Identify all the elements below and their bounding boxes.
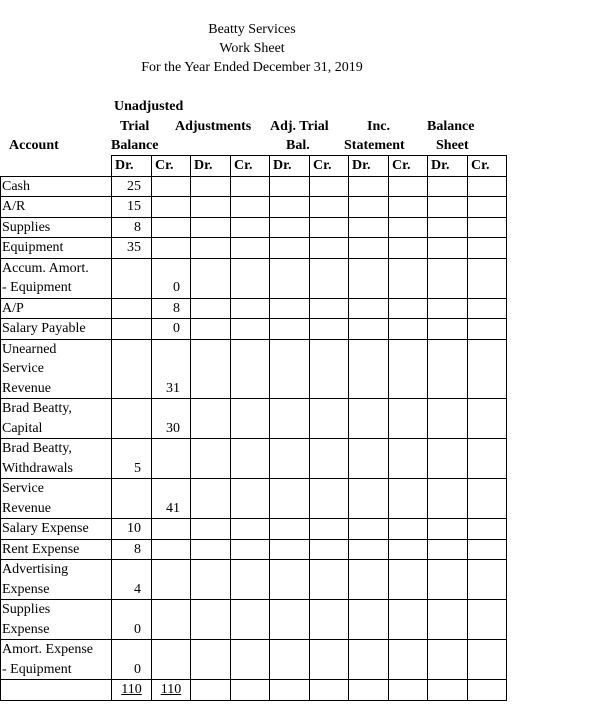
- empty-cell: [231, 479, 270, 519]
- account-name: [1, 539, 112, 560]
- account-name: [1, 258, 112, 298]
- unadjusted-debit-cell: [112, 298, 152, 319]
- header-statement: Statement: [344, 138, 405, 153]
- empty-cell: [231, 339, 270, 399]
- unadjusted-debit-cell: 10: [112, 519, 152, 540]
- empty-cell: [349, 339, 389, 399]
- empty-cell: [468, 560, 507, 600]
- empty-cell: [389, 519, 428, 540]
- column-header-row: [1, 156, 507, 177]
- unadjusted-credit-cell: 8: [152, 298, 191, 319]
- unadjusted-debit-cell: 15: [112, 197, 152, 218]
- account-name-line: Service: [2, 361, 44, 376]
- unadjusted-debit-cell: 0: [112, 600, 152, 640]
- header-adj-trial: Adj. Trial: [270, 119, 329, 134]
- empty-cell: [231, 258, 270, 298]
- account-name-line: A/R: [2, 199, 26, 214]
- col-cr-atb: Cr.: [310, 156, 349, 177]
- empty-cell: [468, 238, 507, 259]
- empty-cell: [310, 298, 349, 319]
- unadjusted-credit-cell: [152, 439, 191, 479]
- unadjusted-credit-cell: [152, 217, 191, 238]
- empty-cell: [310, 600, 349, 640]
- account-name-line: Accum. Amort.: [2, 260, 89, 276]
- empty-cell: [468, 339, 507, 399]
- unadjusted-credit-cell: [152, 519, 191, 540]
- header-inc: Inc.: [367, 119, 390, 134]
- empty-cell: [349, 298, 389, 319]
- unadjusted-credit-cell: [152, 560, 191, 600]
- empty-cell: [389, 238, 428, 259]
- account-name: [1, 197, 112, 218]
- account-name-line: Expense: [2, 621, 50, 637]
- unadjusted-debit-cell: 25: [112, 176, 152, 197]
- unadjusted-debit-cell: 35: [112, 238, 152, 259]
- unadjusted-credit-cell: [152, 197, 191, 218]
- empty-cell: [191, 339, 231, 399]
- header-balance-sheet-1: Balance: [427, 119, 475, 134]
- empty-cell: [270, 640, 310, 680]
- empty-cell: [191, 319, 231, 340]
- account-name-line: Unearned: [2, 341, 57, 357]
- account-name: [1, 640, 112, 680]
- empty-cell: [428, 600, 468, 640]
- empty-cell: [270, 176, 310, 197]
- account-name-line: Revenue: [2, 500, 51, 516]
- empty-cell: [191, 238, 231, 259]
- empty-cell: [310, 217, 349, 238]
- empty-cell: [191, 217, 231, 238]
- empty-cell: [468, 298, 507, 319]
- empty-cell: [428, 319, 468, 340]
- empty-cell: [428, 298, 468, 319]
- header-account: Account: [9, 138, 59, 153]
- empty-cell: [231, 176, 270, 197]
- empty-cell: [349, 197, 389, 218]
- empty-cell: [191, 399, 231, 439]
- header-bal: Bal.: [286, 138, 310, 153]
- empty-cell: [231, 238, 270, 259]
- account-name-line: Advertising: [2, 562, 69, 577]
- unadjusted-debit-cell: [112, 319, 152, 340]
- empty-cell: [310, 319, 349, 340]
- empty-cell: [428, 640, 468, 680]
- empty-cell: [191, 600, 231, 640]
- empty-cell: [310, 238, 349, 259]
- unadjusted-credit-cell: 31: [152, 339, 191, 399]
- unadjusted-credit-cell: [152, 176, 191, 197]
- empty-cell: [468, 258, 507, 298]
- totals-row: [1, 680, 507, 701]
- empty-cell: [389, 258, 428, 298]
- empty-cell: [428, 176, 468, 197]
- account-name: [1, 339, 112, 399]
- empty-cell: [349, 217, 389, 238]
- unadjusted-debit-cell: 0: [112, 640, 152, 680]
- empty-cell: [428, 560, 468, 600]
- empty-cell: [349, 399, 389, 439]
- empty-cell: [270, 479, 310, 519]
- unadjusted-debit-cell: 8: [112, 539, 152, 560]
- account-name-line: Salary Payable: [2, 321, 86, 336]
- unadjusted-credit-cell: 0: [152, 258, 191, 298]
- report-period: For the Year Ended December 31, 2019: [141, 60, 363, 75]
- empty-cell: [310, 339, 349, 399]
- table-row: [1, 640, 507, 680]
- totals-label-cell: [1, 680, 112, 701]
- col-cr-unadj: Cr.: [152, 156, 191, 177]
- col-dr-atb: Dr.: [270, 156, 310, 177]
- unadjusted-debit-cell: [112, 258, 152, 298]
- header-balance: Balance: [111, 138, 159, 153]
- empty-cell: [310, 439, 349, 479]
- table-row: [1, 258, 507, 298]
- empty-cell: [428, 439, 468, 479]
- empty-cell: [468, 680, 507, 701]
- empty-cell: [270, 539, 310, 560]
- unadjusted-credit-cell: 0: [152, 319, 191, 340]
- unadjusted-credit-cell: 30: [152, 399, 191, 439]
- empty-cell: [349, 560, 389, 600]
- empty-cell: [468, 176, 507, 197]
- account-name: [1, 217, 112, 238]
- table-row: [1, 600, 507, 640]
- header-trial: Trial: [120, 119, 150, 134]
- empty-cell: [389, 439, 428, 479]
- empty-cell: [270, 298, 310, 319]
- total-value: 110: [121, 682, 142, 697]
- empty-cell: [270, 339, 310, 399]
- empty-cell: [270, 399, 310, 439]
- header-balance-sheet-2: Sheet: [436, 138, 469, 153]
- empty-cell: [468, 479, 507, 519]
- table-row: [1, 298, 507, 319]
- empty-cell: [310, 399, 349, 439]
- empty-cell: [270, 600, 310, 640]
- empty-cell: [270, 197, 310, 218]
- empty-cell: [468, 439, 507, 479]
- empty-cell: [310, 560, 349, 600]
- account-name-line: - Equipment: [2, 280, 72, 295]
- empty-cell: [468, 600, 507, 640]
- account-name-line: Supplies: [2, 602, 51, 617]
- account-name: [1, 519, 112, 540]
- empty-cell: [389, 319, 428, 340]
- empty-cell: [349, 640, 389, 680]
- empty-cell: [389, 217, 428, 238]
- unadjusted-debit-cell: 5: [112, 439, 152, 479]
- account-name-line: Capital: [2, 420, 43, 436]
- table-row: [1, 439, 507, 479]
- unadjusted-debit-cell: [112, 399, 152, 439]
- table-row: [1, 399, 507, 439]
- empty-cell: [389, 640, 428, 680]
- empty-cell: [349, 479, 389, 519]
- empty-cell: [349, 519, 389, 540]
- account-name-line: A/P: [2, 300, 24, 316]
- table-row: [1, 176, 507, 197]
- table-row: [1, 539, 507, 560]
- unadjusted-debit-cell: [112, 479, 152, 519]
- empty-cell: [270, 319, 310, 340]
- empty-cell: [428, 258, 468, 298]
- unadjusted-debit-cell: [112, 339, 152, 399]
- empty-cell: [231, 600, 270, 640]
- account-name: [1, 399, 112, 439]
- unadjusted-credit-cell: [152, 600, 191, 640]
- table-row: [1, 238, 507, 259]
- header-adjustments: Adjustments: [175, 119, 252, 134]
- empty-cell: [191, 519, 231, 540]
- empty-cell: [270, 519, 310, 540]
- table-row: [1, 339, 507, 399]
- account-name: [1, 600, 112, 640]
- total-debit: [112, 680, 152, 701]
- account-name-line: Withdrawals: [2, 460, 73, 476]
- account-name-line: Expense: [2, 581, 50, 597]
- table-row: [1, 217, 507, 238]
- account-name: [1, 439, 112, 479]
- empty-cell: [389, 539, 428, 560]
- empty-cell: [468, 640, 507, 680]
- empty-cell: [231, 439, 270, 479]
- empty-cell: [468, 539, 507, 560]
- empty-cell: [389, 479, 428, 519]
- col-dr-adj: Dr.: [191, 156, 231, 177]
- table-row: [1, 319, 507, 340]
- empty-cell: [191, 680, 231, 701]
- empty-cell: [191, 539, 231, 560]
- table-row: [1, 560, 507, 600]
- empty-cell: [191, 479, 231, 519]
- empty-cell: [191, 197, 231, 218]
- header-cell-blank: [1, 156, 112, 177]
- col-dr-is: Dr.: [349, 156, 389, 177]
- empty-cell: [389, 197, 428, 218]
- account-name: [1, 319, 112, 340]
- empty-cell: [428, 539, 468, 560]
- empty-cell: [270, 439, 310, 479]
- worksheet-table: [0, 155, 507, 701]
- empty-cell: [468, 197, 507, 218]
- empty-cell: [270, 560, 310, 600]
- table-row: [1, 479, 507, 519]
- unadjusted-credit-cell: [152, 238, 191, 259]
- empty-cell: [231, 197, 270, 218]
- account-name-line: Rent Expense: [2, 541, 80, 557]
- unadjusted-credit-cell: [152, 640, 191, 680]
- empty-cell: [231, 539, 270, 560]
- empty-cell: [389, 298, 428, 319]
- empty-cell: [191, 640, 231, 680]
- empty-cell: [231, 640, 270, 680]
- empty-cell: [349, 439, 389, 479]
- account-name-line: Cash: [2, 178, 30, 194]
- empty-cell: [428, 217, 468, 238]
- empty-cell: [468, 399, 507, 439]
- empty-cell: [428, 197, 468, 218]
- empty-cell: [389, 399, 428, 439]
- empty-cell: [310, 258, 349, 298]
- empty-cell: [389, 560, 428, 600]
- unadjusted-credit-cell: 41: [152, 479, 191, 519]
- empty-cell: [428, 479, 468, 519]
- empty-cell: [231, 680, 270, 701]
- empty-cell: [191, 176, 231, 197]
- empty-cell: [231, 560, 270, 600]
- col-cr-bs: Cr.: [468, 156, 507, 177]
- total-value: 110: [160, 682, 182, 697]
- empty-cell: [270, 680, 310, 701]
- empty-cell: [468, 519, 507, 540]
- account-name: [1, 298, 112, 319]
- account-name-line: Salary Expense: [2, 521, 89, 536]
- empty-cell: [270, 258, 310, 298]
- empty-cell: [349, 680, 389, 701]
- empty-cell: [389, 680, 428, 701]
- empty-cell: [468, 217, 507, 238]
- empty-cell: [310, 640, 349, 680]
- empty-cell: [428, 238, 468, 259]
- empty-cell: [310, 680, 349, 701]
- account-name: [1, 176, 112, 197]
- empty-cell: [389, 600, 428, 640]
- col-cr-adj: Cr.: [231, 156, 270, 177]
- empty-cell: [231, 298, 270, 319]
- empty-cell: [310, 519, 349, 540]
- report-name: Work Sheet: [219, 41, 285, 56]
- account-name-line: Brad Beatty,: [2, 441, 72, 456]
- empty-cell: [468, 319, 507, 340]
- empty-cell: [191, 298, 231, 319]
- empty-cell: [428, 399, 468, 439]
- account-name-line: - Equipment: [2, 661, 72, 677]
- account-name-line: Supplies: [2, 219, 51, 235]
- empty-cell: [428, 519, 468, 540]
- unadjusted-debit-cell: 8: [112, 217, 152, 238]
- empty-cell: [389, 339, 428, 399]
- header-unadjusted: Unadjusted: [114, 99, 184, 114]
- empty-cell: [428, 680, 468, 701]
- account-name-line: Service: [2, 481, 44, 496]
- account-name-line: Equipment: [2, 240, 64, 255]
- empty-cell: [349, 319, 389, 340]
- empty-cell: [270, 217, 310, 238]
- empty-cell: [310, 197, 349, 218]
- empty-cell: [231, 519, 270, 540]
- company-name: Beatty Services: [208, 22, 296, 37]
- account-name-line: Brad Beatty,: [2, 401, 72, 416]
- empty-cell: [191, 560, 231, 600]
- account-name: [1, 238, 112, 259]
- empty-cell: [310, 176, 349, 197]
- unadjusted-credit-cell: [152, 539, 191, 560]
- account-name: [1, 560, 112, 600]
- table-row: [1, 519, 507, 540]
- col-dr-unadj: Dr.: [112, 156, 152, 177]
- empty-cell: [231, 319, 270, 340]
- empty-cell: [191, 258, 231, 298]
- empty-cell: [270, 238, 310, 259]
- empty-cell: [231, 399, 270, 439]
- col-dr-bs: Dr.: [428, 156, 468, 177]
- empty-cell: [389, 176, 428, 197]
- empty-cell: [231, 217, 270, 238]
- empty-cell: [349, 176, 389, 197]
- account-name: [1, 479, 112, 519]
- col-cr-is: Cr.: [389, 156, 428, 177]
- empty-cell: [428, 339, 468, 399]
- unadjusted-debit-cell: 4: [112, 560, 152, 600]
- empty-cell: [310, 539, 349, 560]
- account-name-line: Revenue: [2, 380, 51, 396]
- account-name-line: Amort. Expense: [2, 642, 93, 657]
- total-credit: [152, 680, 191, 701]
- empty-cell: [349, 539, 389, 560]
- empty-cell: [349, 600, 389, 640]
- table-row: [1, 197, 507, 218]
- empty-cell: [349, 238, 389, 259]
- empty-cell: [191, 439, 231, 479]
- empty-cell: [349, 258, 389, 298]
- empty-cell: [310, 479, 349, 519]
